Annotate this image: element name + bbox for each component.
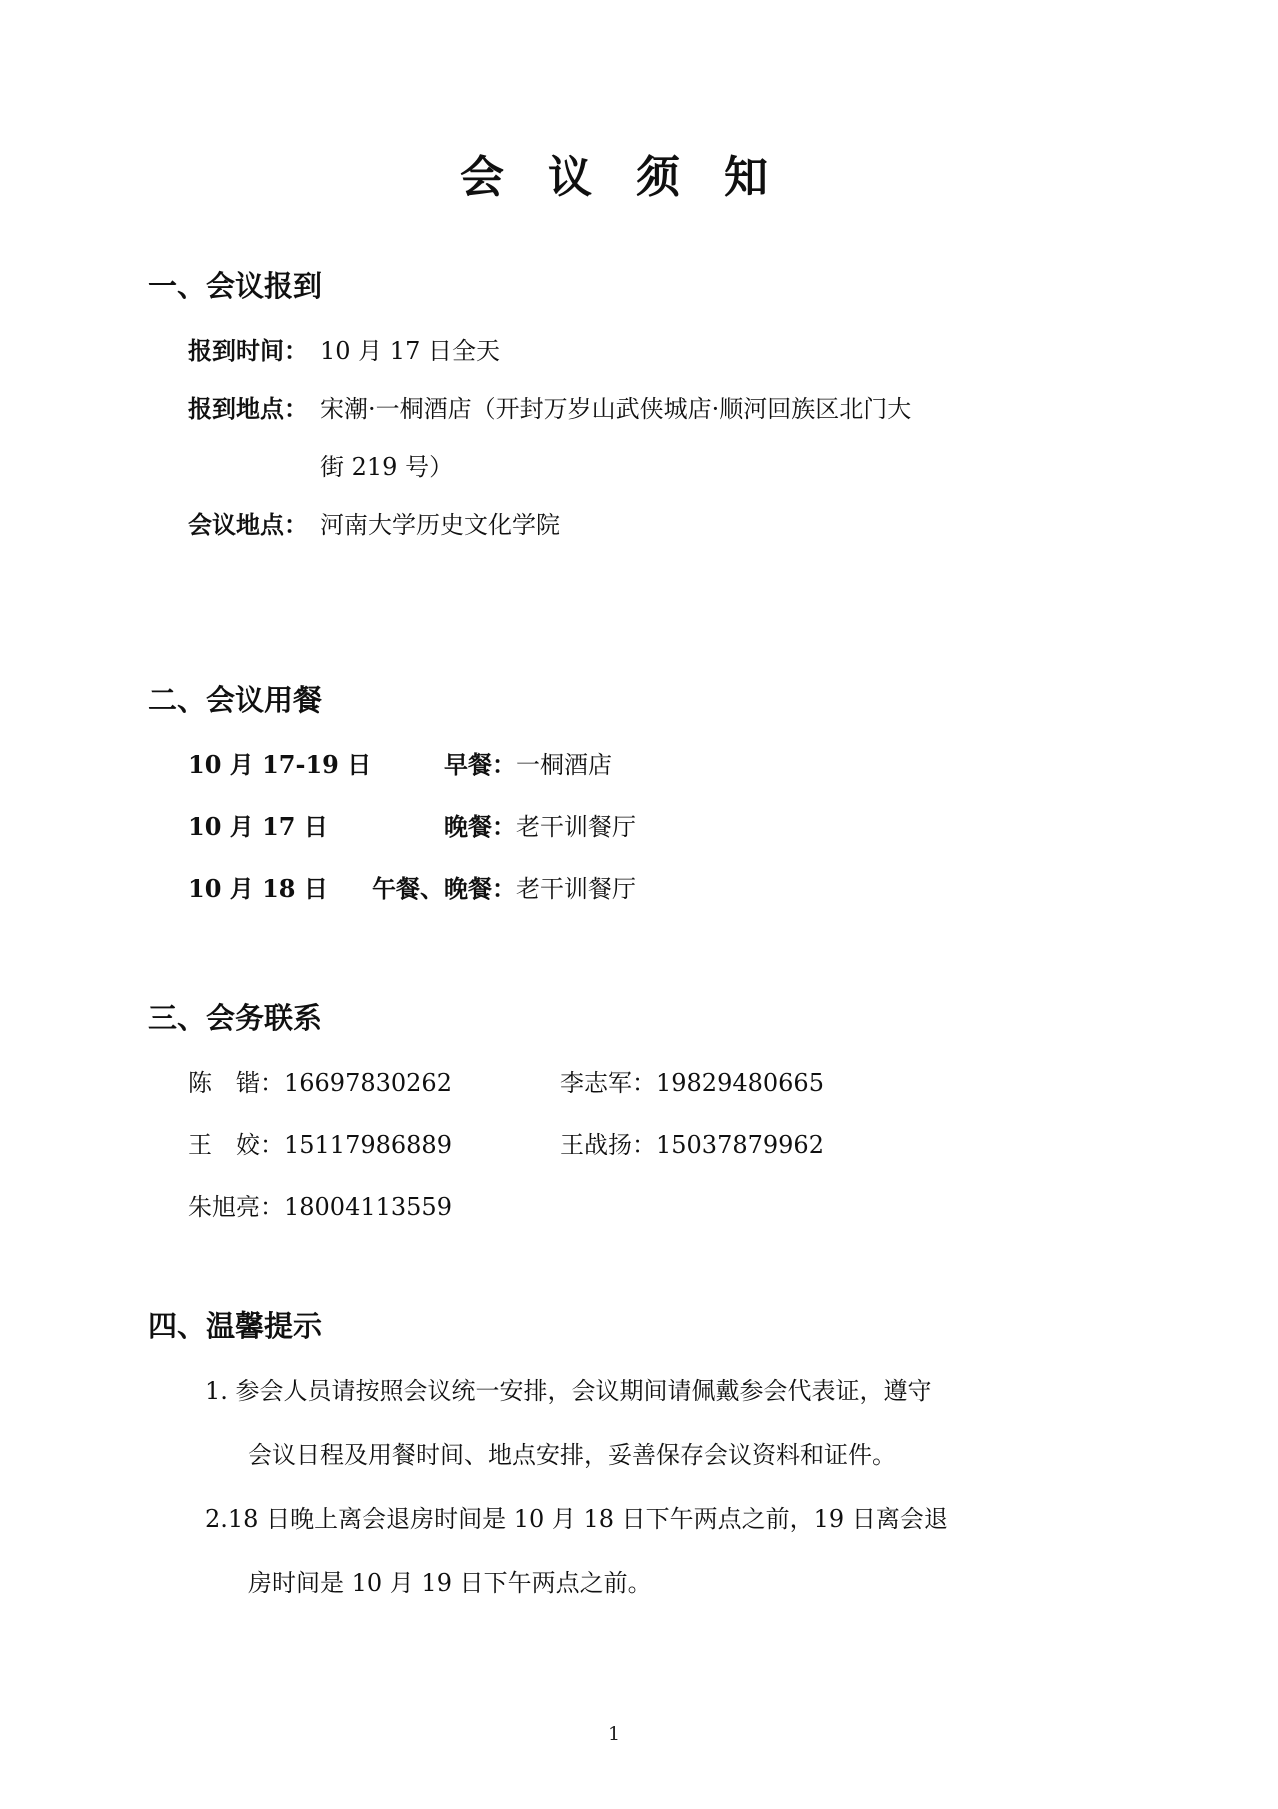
section-registration xyxy=(148,266,1080,542)
contact-row-1 xyxy=(188,1066,1080,1100)
section-meals xyxy=(148,680,1080,906)
section-tips-heading: 四、温馨提示 xyxy=(148,1309,323,1343)
meal-row-dinner-17 xyxy=(188,810,1080,844)
contact-phone: 15117986889 xyxy=(284,1131,452,1159)
meal-date: 10 月 18 日 xyxy=(188,874,328,903)
section-registration-heading: 一、会议报到 xyxy=(148,269,323,303)
registration-place-row xyxy=(188,392,1080,484)
contact-name: 王 姣： xyxy=(188,1131,284,1159)
contact-name: 朱旭亮： xyxy=(188,1193,284,1221)
meal-place: 老干训餐厅 xyxy=(516,813,636,841)
contact-entry xyxy=(560,1128,824,1162)
meeting-place-text: 河南大学历史文化学院 xyxy=(320,511,560,539)
meal-date: 10 月 17 日 xyxy=(188,812,328,841)
meal-label: 午餐、晚餐： xyxy=(372,874,516,903)
tip-1-line-2: 会议日程及用餐时间、地点安排，妥善保存会议资料和证件。 xyxy=(248,1441,896,1469)
meal-date: 10 月 17-19 日 xyxy=(188,750,372,779)
contact-name: 陈 锴： xyxy=(188,1069,284,1097)
tip-item-1 xyxy=(148,1374,1080,1472)
tip-2-line-1: 2.18 日晚上离会退房时间是 10 月 18 日下午两点之前，19 日离会退 xyxy=(205,1505,948,1533)
meeting-place-row xyxy=(188,508,1080,542)
registration-place-label: 报到地点： xyxy=(188,394,308,423)
meal-row-lunch-dinner-18 xyxy=(188,872,1080,906)
contact-name: 李志军： xyxy=(560,1069,656,1097)
section-tips xyxy=(148,1306,1080,1600)
document-title: 会 议 须 知 xyxy=(460,152,768,203)
meal-label: 晚餐： xyxy=(444,812,516,841)
meal-row-breakfast xyxy=(188,748,1080,782)
registration-time-label: 报到时间： xyxy=(188,336,308,365)
contact-phone: 15037879962 xyxy=(656,1131,824,1159)
contact-entry xyxy=(560,1066,824,1100)
contact-phone: 16697830262 xyxy=(284,1069,452,1097)
section-contacts-heading: 三、会务联系 xyxy=(148,1001,323,1035)
registration-place-value xyxy=(320,392,1080,484)
section-contacts xyxy=(148,998,1080,1224)
tip-1-line-1: 1. 参会人员请按照会议统一安排，会议期间请佩戴参会代表证，遵守 xyxy=(205,1377,932,1405)
contact-entry xyxy=(188,1190,452,1224)
registration-time-text: 10 月 17 日全天 xyxy=(320,337,500,365)
contact-phone: 19829480665 xyxy=(656,1069,824,1097)
registration-time-row xyxy=(188,334,1080,368)
meeting-place-label: 会议地点： xyxy=(188,510,308,539)
contact-row-2 xyxy=(188,1128,1080,1162)
registration-place-line-1: 宋潮·一桐酒店（开封万岁山武侠城店·顺河回族区北门大 xyxy=(320,395,912,423)
tip-2-line-2: 房时间是 10 月 19 日下午两点之前。 xyxy=(248,1569,652,1597)
registration-time-value xyxy=(320,334,1080,368)
contact-phone: 18004113559 xyxy=(284,1193,452,1221)
section-meals-heading: 二、会议用餐 xyxy=(148,683,323,717)
meal-place: 老干训餐厅 xyxy=(516,875,636,903)
page-number: 1 xyxy=(607,1723,621,1745)
registration-place-line-2: 街 219 号） xyxy=(320,453,454,481)
contact-row-3 xyxy=(188,1190,1080,1224)
tip-item-2 xyxy=(148,1502,1080,1600)
contact-name: 王战扬： xyxy=(560,1131,656,1159)
meal-place: 一桐酒店 xyxy=(516,751,612,779)
meeting-place-value xyxy=(320,508,1080,542)
contact-entry xyxy=(188,1128,560,1162)
contact-entry xyxy=(188,1066,560,1100)
meal-label: 早餐： xyxy=(444,750,516,779)
